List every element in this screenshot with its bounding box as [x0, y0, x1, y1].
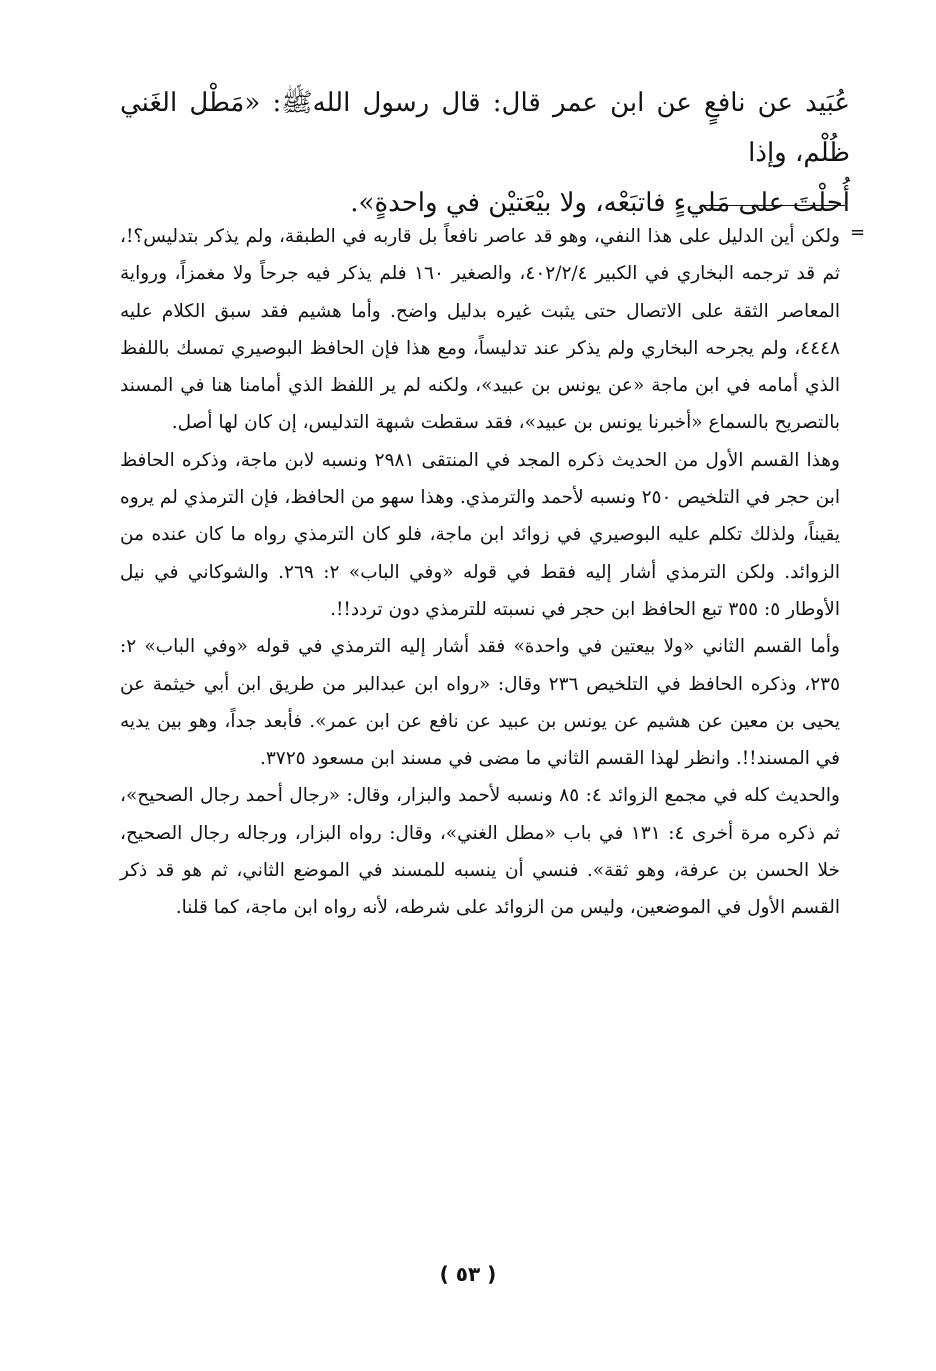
- continuation-mark: =: [850, 222, 866, 243]
- footnote-paragraph: وهذا القسم الأول من الحديث ذكره المجد في المنتقى ٢٩٨١ ونسبه لابن ماجة، وذكره الحافظ ابن حجر في التلخيص ٢٥٠ ونسبه لأحمد والترمذي. وهذا سهو من الحافظ، فإن الترمذي لم يروه يقيناً، ولذلك تكلم عليه البوصيري في زوائد ابن ماجة، فلو كان الترمذي رواه ما كان عنده من الزوائد. ولكن الترمذي أشار إليه فقط في قوله «وفي الباب» ٢: ٢٦٩. والشوكاني في نيل الأوطار ٥: ٣٥٥ تبع الحافظ ابن حجر في نسبته للترمذي دون تردد!!.: [120, 449, 841, 620]
- footnote-paragraph: ولكن أين الدليل على هذا النفي، وهو قد عاصر نافعاً بل قاربه في الطبقة، ولم يذكر بتدليس؟!، ثم قد ترجمه البخاري في الكبير ٤٠٢/٢/٤، والصغير ١٦٠ فلم يذكر فيه جرحاً ولا مغمزاً، ورواية المعاصر الثقة على الاتصال حتى يثبت غيره بدليل واضح. وأما هشيم فقد سبق الكلام عليه ٤٤٤٨، ولم يجرحه البخاري ولم يذكر عند تدليساً، ومع هذا فإن الحافظ البوصيري تمسك باللفظ الذي أمامه في ابن ماجة «عن يونس بن عبيد»، ولكنه لم ير اللفظ الذي أمامنا هنا في المسند بالتصريح بالسماع «أخبرنا يونس بن عبيد»، فقد سقطت شبهة التدليس، إن كان لها أصل.: [120, 226, 841, 434]
- footnote-paragraph: وأما القسم الثاني «ولا بيعتين في واحدة» فقد أشار إليه الترمذي في قوله «وفي الباب» ٢: ٢٣٥، وذكره الحافظ في التلخيص ٢٣٦ وقال: «رواه ابن عبدالبر من طريق ابن أبي خيثمة عن يحيى بن معين عن هشيم عن يونس بن عبيد عن نافع عن ابن عمر». فأبعد جداً، وهو بين يديه في المسند!!. وانظر لهذا القسم الثاني ما مضى في مسند ابن مسعود ٣٧٢٥.: [120, 636, 841, 770]
- footnote-paragraph: والحديث كله في مجمع الزوائد ٤: ٨٥ ونسبه لأحمد والبزار، وقال: «رجال أحمد رجال الصحيح»، ثم ذكره مرة أخرى ٤: ١٣١ في باب «مطل الغني»، وقال: رواه البزار، ورجاله رجال الصحيح، خلا الحسن بن عرفة، وهو ثقة». فنسي أن ينسبه للمسند في الموضع الثاني، ثم هو قد ذكر القسم الأول في الموضعين، وليس من الزوائد على شرطه، لأنه رواه ابن ماجة، كما قلنا.: [120, 785, 840, 919]
- footnotes: [120, 218, 840, 927]
- hadith-line-1: عُبَيد عن نافعٍ عن ابن عمر قال: قال رسول اللهﷺ: «مَطْل الغَني ظُلْم، وإذا: [120, 88, 851, 168]
- hadith-line-2: أُحلْتَ على مَليءٍ فاتبَعْه، ولا بيْعَتيْن في واحدةٍ».: [350, 188, 850, 218]
- footnote-divider: [700, 205, 845, 206]
- page-number: ( ٥٣ ): [439, 1262, 497, 1286]
